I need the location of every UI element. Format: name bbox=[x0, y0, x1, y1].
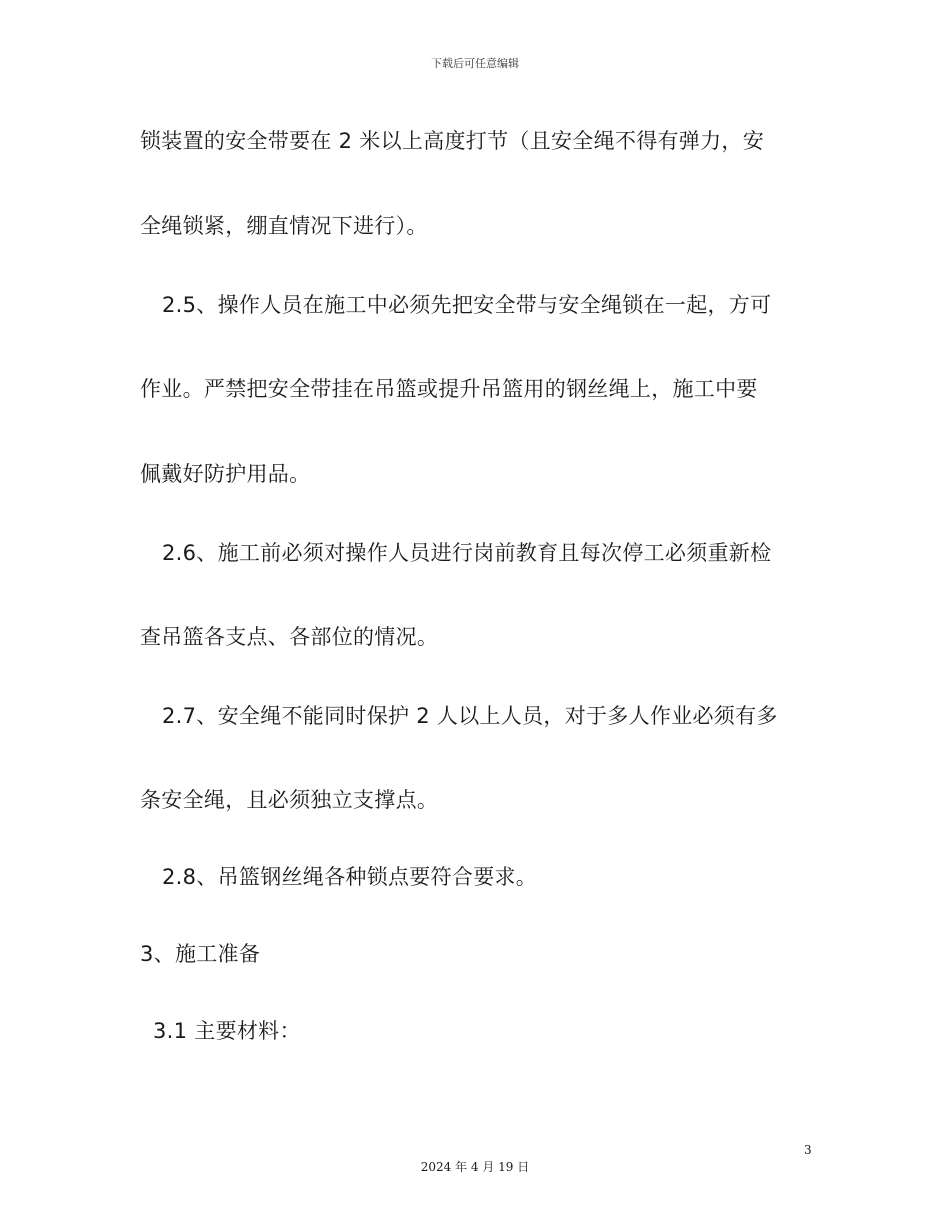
subsection-heading: 3.1 主要材料： bbox=[153, 1019, 301, 1043]
body-line-1: 锁装置的安全带要在 2 米以上高度打节（且安全绳不得有弹力，安 bbox=[140, 129, 765, 153]
body-line-6: 2.6、施工前必须对操作人员进行岗前教育且每次停工必须重新检 bbox=[162, 541, 772, 565]
body-line-9: 条安全绳，且必须独立支撑点。 bbox=[140, 788, 439, 812]
page-number: 3 bbox=[804, 1143, 812, 1157]
section-heading: 3、施工准备 bbox=[140, 942, 261, 966]
body-line-3: 2.5、操作人员在施工中必须先把安全带与安全绳锁在一起，方可 bbox=[162, 293, 772, 317]
page-header: 下载后可任意编辑 bbox=[431, 57, 519, 70]
body-line-5: 佩戴好防护用品。 bbox=[140, 462, 311, 486]
body-line-4: 作业。严禁把安全带挂在吊篮或提升吊篮用的钢丝绳上，施工中要 bbox=[140, 377, 758, 401]
body-line-10: 2.8、吊篮钢丝绳各种锁点要符合要求。 bbox=[162, 865, 538, 889]
page-footer-date: 2024 年 4 月 19 日 bbox=[420, 1160, 530, 1174]
body-line-2: 全绳锁紧，绷直情况下进行）。 bbox=[140, 214, 428, 238]
body-line-8: 2.7、安全绳不能同时保护 2 人以上人员，对于多人作业必须有多 bbox=[162, 704, 778, 728]
body-line-7: 查吊篮各支点、各部位的情况。 bbox=[140, 625, 439, 649]
